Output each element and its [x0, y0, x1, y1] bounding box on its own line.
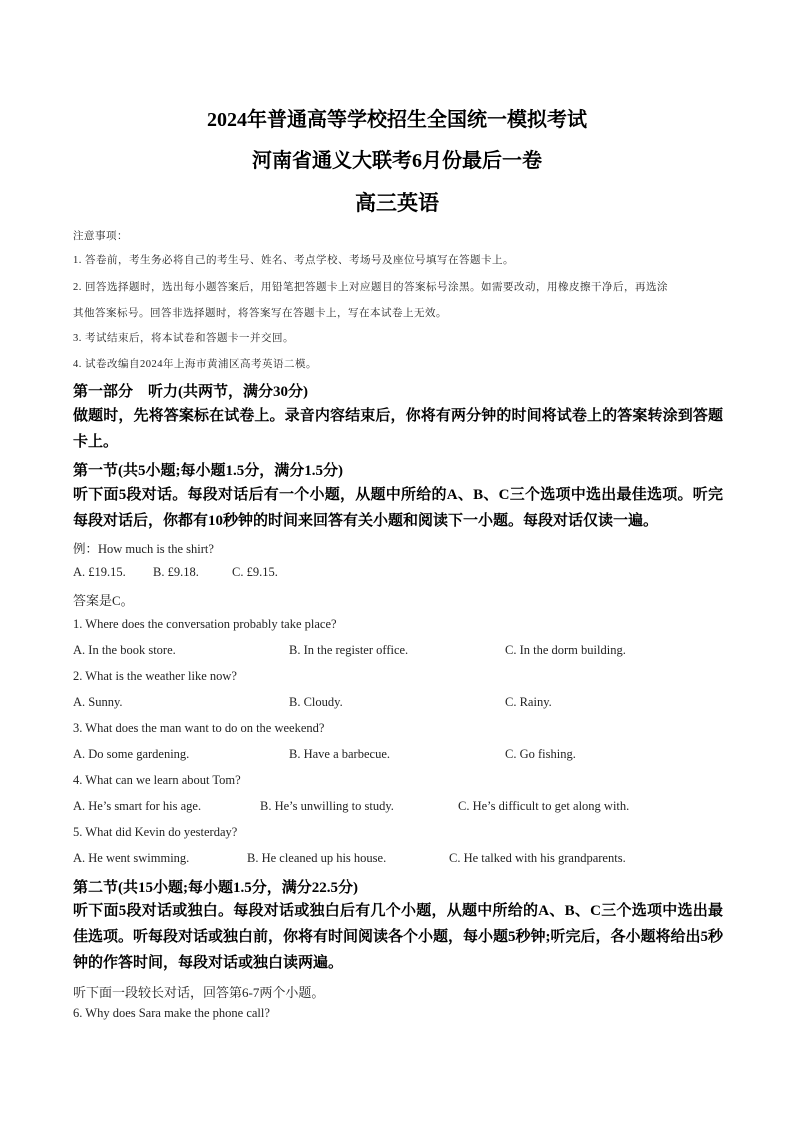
question-2: 2. What is the weather like now?: [73, 669, 237, 683]
section1-instructions: 听下面5段对话。每段对话后有一个小题，从题中所给的A、B、C三个选项中选出最佳选项。听完每段对话后，你都有10秒钟的时间来回答有关小题和阅读下一小题。每段对话仅读一遍。: [73, 487, 723, 529]
q1-option-a: A. In the book store.: [73, 643, 176, 657]
subject-title: 高三英语: [355, 191, 439, 215]
part1-heading: 第一部分 听力(共两节，满分30分): [73, 384, 308, 400]
section2-instructions: 听下面5段对话或独白。每段对话或独白后有几个小题，从题中所给的A、B、C三个选项中选出最佳选项。听每段对话或独白前，你将有时间阅读各个小题，每小题5秒钟;听完后，各小题将给出5秒钟的作答时间，每段对话或独白读两遍。: [73, 903, 723, 971]
question-4: 4. What can we learn about Tom?: [73, 773, 241, 787]
notice-item-1: 1. 答卷前，考生务必将自己的考生号、姓名、考点学校、考场号及座位号填写在答题卡上。: [73, 255, 514, 266]
question-3: 3. What does the man want to do on the weekend?: [73, 721, 325, 735]
q4-option-a: A. He’s smart for his age.: [73, 799, 202, 813]
q2-option-a: A. Sunny.: [73, 695, 123, 709]
notice-item-2: 2. 回答选择题时，选出每小题答案后，用铅笔把答题卡上对应题目的答案标号涂黑。如需要改动，用橡皮擦干净后，再选涂: [73, 282, 668, 293]
q4-option-b: B. He’s unwilling to study.: [260, 799, 394, 813]
q4-option-c: C. He’s difficult to get along with.: [458, 799, 630, 813]
q2-option-b: B. Cloudy.: [289, 695, 343, 709]
section1-heading: 第一节(共5小题;每小题1.5分，满分1.5分): [73, 463, 343, 479]
example-question: 例：How much is the shirt?: [73, 542, 214, 556]
q3-option-c: C. Go fishing.: [505, 747, 576, 761]
exam-title: 2024年普通高等学校招生全国统一模拟考试: [207, 109, 587, 131]
notice-item-4: 4. 试卷改编自2024年上海市黄浦区高考英语二模。: [73, 359, 317, 370]
notice-item-3: 3. 考试结束后，将本试卷和答题卡一并交回。: [73, 333, 294, 344]
exam-subtitle: 河南省通义大联考6月份最后一卷: [252, 150, 542, 172]
example-option-c: C. £9.15.: [232, 565, 278, 579]
q2-option-c: C. Rainy.: [505, 695, 552, 709]
q1-option-c: C. In the dorm building.: [505, 643, 626, 657]
example-option-b: B. £9.18.: [153, 565, 199, 579]
q5-option-a: A. He went swimming.: [73, 851, 190, 865]
notice-heading: 注意事项：: [73, 231, 128, 242]
q5-option-c: C. He talked with his grandparents.: [449, 851, 626, 865]
question-6: 6. Why does Sara make the phone call?: [73, 1006, 270, 1020]
question-1: 1. Where does the conversation probably take place?: [73, 617, 337, 631]
notice-item-2-continued: 其他答案标号。回答非选择题时，将答案写在答题卡上，写在本试卷上无效。: [73, 308, 447, 319]
section2-heading: 第二节(共15小题;每小题1.5分，满分22.5分): [73, 880, 358, 896]
q5-option-b: B. He cleaned up his house.: [247, 851, 387, 865]
example-option-a: A. £19.15.: [73, 565, 126, 579]
example-answer: 答案是C。: [73, 593, 134, 608]
q3-option-a: A. Do some gardening.: [73, 747, 190, 761]
section2-sub-instruction: 听下面一段较长对话，回答第6-7两个小题。: [73, 985, 325, 1000]
q1-option-b: B. In the register office.: [289, 643, 409, 657]
question-5: 5. What did Kevin do yesterday?: [73, 825, 238, 839]
q3-option-b: B. Have a barbecue.: [289, 747, 390, 761]
part1-instructions: 做题时，先将答案标在试卷上。录音内容结束后，你将有两分钟的时间将试卷上的答案转涂到答题卡上。: [73, 408, 723, 450]
